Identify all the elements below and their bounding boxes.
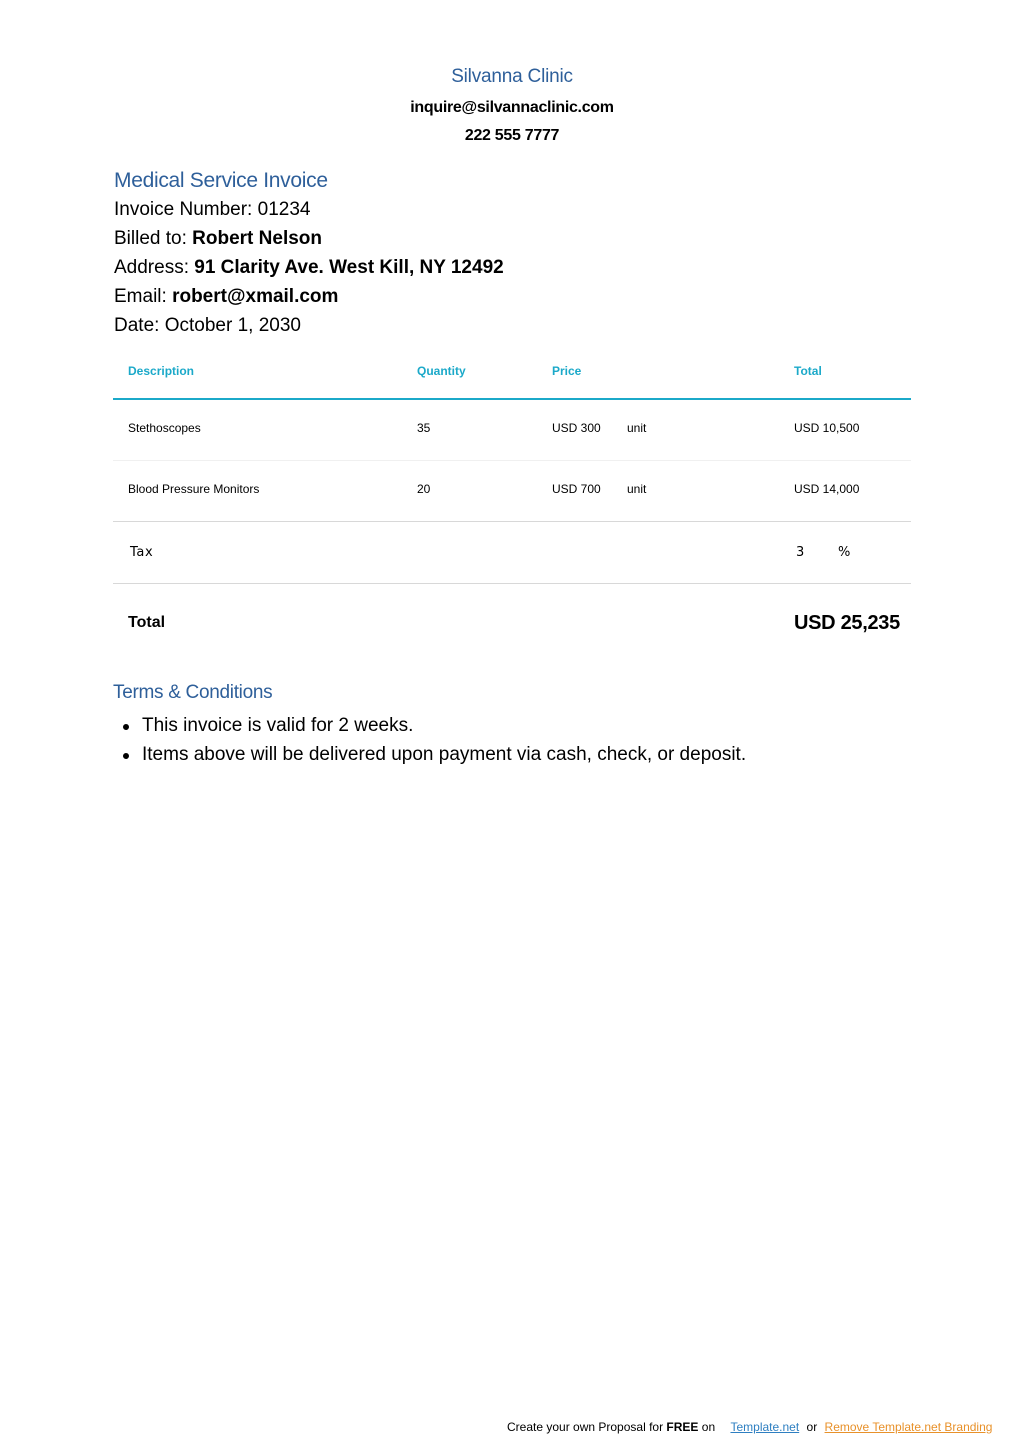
invoice-number-label: Invoice Number:: [114, 199, 253, 220]
footer-branding: [507, 1420, 992, 1434]
total-row: [113, 584, 911, 664]
email-line: [114, 286, 338, 308]
table-row: [113, 461, 911, 522]
header-price: Price: [552, 364, 582, 378]
table-header: [113, 345, 911, 400]
address-label: Address:: [114, 257, 189, 278]
row-unit: unit: [627, 421, 647, 435]
footer-free: FREE: [666, 1420, 699, 1434]
invoice-number: 01234: [257, 199, 311, 220]
footer-prefix: Create your own Proposal for: [507, 1420, 667, 1434]
billed-to-name: Robert Nelson: [192, 228, 323, 249]
list-item: Items above will be delivered upon payment via cash, check, or deposit.: [113, 740, 746, 769]
billed-to-label: Billed to:: [114, 228, 187, 249]
invoice-title: Medical Service Invoice: [114, 169, 328, 192]
tax-label: Tax: [130, 545, 154, 560]
row-description: Blood Pressure Monitors: [128, 482, 260, 496]
invoice-table: [113, 345, 911, 664]
header-description: Description: [128, 364, 195, 378]
clinic-name: Silvanna Clinic: [451, 66, 573, 87]
invoice-number-line: [114, 199, 310, 221]
row-price: USD 300: [552, 421, 601, 435]
template-net-link[interactable]: Template.net: [730, 1420, 800, 1434]
address-value: 91 Clarity Ave. West Kill, NY 12492: [194, 257, 504, 278]
table-row: [113, 400, 911, 461]
email-label: Email:: [114, 286, 167, 307]
row-quantity: 20: [417, 482, 431, 496]
terms-list: [113, 711, 746, 769]
date-label: Date:: [114, 315, 160, 336]
tax-row: [113, 522, 911, 584]
address-line: [114, 257, 504, 279]
total-label: Total: [128, 614, 166, 631]
row-description: Stethoscopes: [128, 421, 201, 435]
clinic-phone: 222 555 7777: [464, 127, 560, 144]
row-quantity: 35: [417, 421, 431, 435]
header-quantity: Quantity: [417, 364, 466, 378]
tax-unit: %: [838, 545, 851, 560]
billed-to-line: [114, 228, 322, 250]
total-amount: USD 25,235: [794, 612, 900, 634]
row-price: USD 700: [552, 482, 601, 496]
row-total: USD 14,000: [794, 482, 860, 496]
tax-value: 3: [796, 545, 805, 560]
terms-title: Terms & Conditions: [113, 682, 273, 703]
header-total: Total: [794, 364, 822, 378]
email-value: robert@xmail.com: [172, 286, 339, 307]
row-total: USD 10,500: [794, 421, 860, 435]
clinic-email: inquire@silvannaclinic.com: [410, 99, 614, 116]
footer-on: on: [698, 1420, 716, 1434]
remove-branding-link[interactable]: Remove Template.net Branding: [824, 1420, 993, 1434]
date-line: [114, 315, 301, 337]
list-item: This invoice is valid for 2 weeks.: [113, 711, 746, 740]
footer-or: or: [806, 1420, 818, 1434]
date-value: October 1, 2030: [164, 315, 301, 336]
row-unit: unit: [627, 482, 647, 496]
